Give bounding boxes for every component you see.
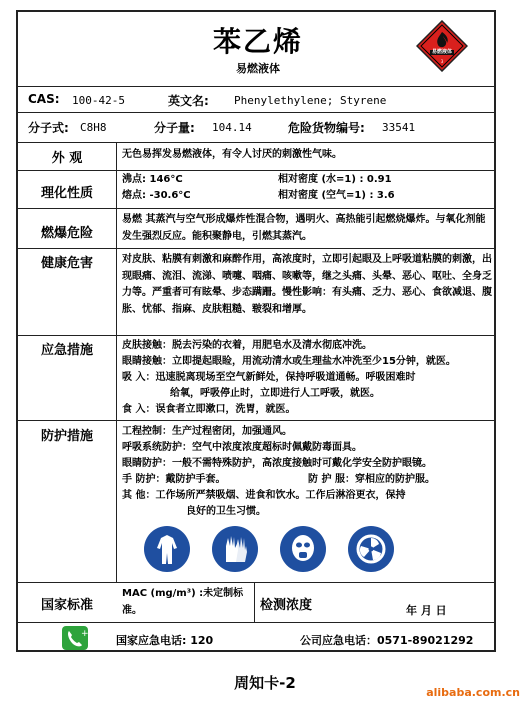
physchem-label: 理化性质 [40,186,93,201]
dg-number-label: 危险货物编号: [288,121,365,135]
phone-icon [62,626,88,650]
emergency-line: 食 入：误食者立即漱口，洗胃，就医。 [122,404,296,415]
rel-density-air: 相对密度 (空气=1) : 3.6 [278,190,395,201]
fire-hazard-text: 易燃 其蒸汽与空气形成爆炸性混合物，遇明火、高热能引起燃烧爆炸。与氧化剂能发生强烈反应。能积聚静电，引燃其蒸汽。 [122,214,486,242]
respirator-icon [280,526,326,572]
flammable-liquid-diamond-icon [416,20,468,72]
health-hazard-text: 对皮肤、粘膜有刺激和麻醉作用，高浓度时，立即引起眼及上呼吸道粘膜的刺激，出现眼痛、流泪、流涕、喷嚏、咽痛、咳嗽等，继之头痛、头晕、恶心、呕吐、全身乏力等。严重者可有眩晕、步态蹒跚。慢性影响：有头痛、乏力、恶心、食欲减退、腹胀、忧郁、指麻、皮肤粗糙、皲裂和增厚。 [122,254,492,315]
english-name-value: Phenylethylene; Styrene [234,94,387,107]
coverall-icon [144,526,190,572]
ventilation-icon [348,526,394,572]
card-footer: 周知卡-2 [234,674,296,692]
protection-line: 其 他：工作场所严禁吸烟、进食和饮水。工作后淋浴更衣，保持 [122,490,406,501]
dg-number-value: 33541 [382,121,416,134]
test-date: 年 月 日 [406,604,447,617]
national-emergency-phone: 国家应急电话: 120 [116,634,214,647]
diamond-label: 易燃液体 [431,49,452,55]
mol-weight-label: 分子量: [154,121,195,135]
national-standard-label: 国家标准 [40,598,93,613]
gloves-icon [212,526,258,572]
appearance-label: 外 观 [51,151,83,166]
health-hazard-label: 健康危害 [40,256,93,271]
protection-line: 呼吸系统防护：空气中浓度浓度超标时佩戴防毒面具。 [122,442,362,453]
svg-text:3: 3 [440,59,444,64]
boiling-point: 沸点: 146°C [122,174,183,185]
protection-line: 工程控制：生产过程密闭，加强通风。 [122,426,292,437]
appearance-text: 无色易挥发易燃液体，有令人讨厌的刺激性气味。 [122,149,342,160]
formula-value: C8H8 [80,121,107,134]
rel-density-water: 相对密度 (水=1) : 0.91 [278,174,392,185]
chemical-name: 苯乙烯 [212,25,303,58]
cas-value: 100-42-5 [72,94,125,107]
formula-label: 分子式: [28,121,69,135]
svg-text:+: + [81,629,88,639]
english-name-label: 英文名: [168,94,209,108]
protection-line: 防 护 服：穿相应的防护服。 [308,474,435,485]
melting-point: 熔点: -30.6°C [122,190,191,201]
hazard-class: 易燃液体 [236,62,280,75]
company-emergency-phone: 公司应急电话：0571-89021292 [300,634,474,647]
emergency-line: 眼睛接触：立即提起眼睑，用流动清水或生理盐水冲洗至少15分钟，就医。 [122,356,456,367]
emergency-line: 皮肤接触：脱去污染的衣着，用肥皂水及清水彻底冲洗。 [122,340,372,351]
safety-card [16,10,496,652]
emergency-line: 给氧，呼吸停止时，立即进行人工呼吸，就医。 [170,388,380,399]
protection-line: 眼睛防护：一般不需特殊防护，高浓度接触时可戴化学安全防护眼镜。 [122,458,432,469]
emergency-label: 应急措施 [40,343,93,358]
mol-weight-value: 104.14 [212,121,252,134]
protection-line: 手 防护：戴防护手套。 [122,474,226,485]
watermark-text: alibaba.com.cn [426,686,520,699]
cas-label: CAS: [28,92,60,106]
protection-label: 防护措施 [40,429,93,444]
protection-line: 良好的卫生习惯。 [186,506,266,517]
fire-hazard-label: 燃爆危险 [40,226,93,241]
test-concentration-label: 检测浓度 [260,598,313,613]
emergency-line: 吸 入：迅速脱离现场至空气新鲜处，保持呼吸道通畅。呼吸困难时 [122,372,416,383]
national-standard-mac: MAC (mg/m³) :未定制标准。 [122,588,244,616]
